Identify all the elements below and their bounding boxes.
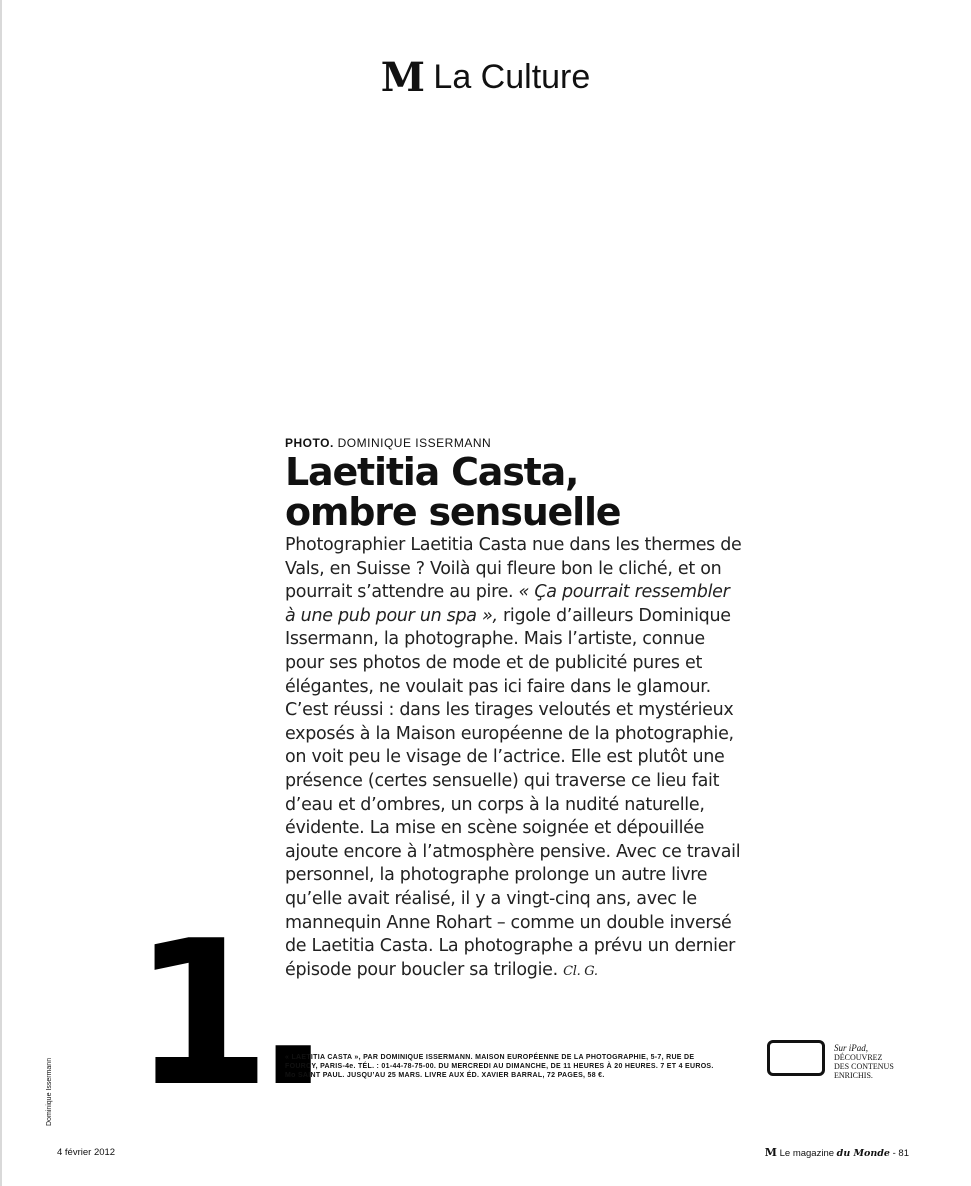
article-kicker (285, 436, 745, 450)
footer-brand: du Monde (836, 1148, 890, 1159)
ipad-promo-line-2: DÉCOUVREZ (834, 1053, 883, 1062)
author-signature: Cl. G. (563, 963, 598, 979)
ipad-icon (767, 1040, 825, 1076)
page-edge-rule (0, 0, 2, 1186)
exhibition-info: « LAETITIA CASTA », PAR DOMINIQUE ISSERMANN. MAISON EUROPÉENNE DE LA PHOTOGRAPHIE, 5-7, RUE DE FOURCY, PARIS-4e. TÉL. : 01-44-78-75-00. DU MERCREDI AU DIMANCHE, DE 11 HEURES À 20 HEURES. 7 ET 4 EUROS. Mo SAINT PAUL. JUSQU’AU 25 MARS. LIVRE AUX ÉD. XAVIER BARRAL, 72 PAGES, 58 €. (285, 1054, 714, 1079)
footer-magazine: Le magazine (776, 1148, 837, 1159)
kicker-author: DOMINIQUE ISSERMANN (337, 436, 492, 450)
ipad-promo-line-3: DES CONTENUS (834, 1062, 894, 1071)
issue-date: 4 février 2012 (57, 1147, 116, 1158)
le-monde-logo: M (380, 54, 423, 101)
ipad-promo-line-1: Sur iPad, (834, 1043, 869, 1053)
body-start: Photographier Laetitia Casta nue dans les thermes de Vals, en Suisse ? Voilà qui fleure bon le cliché, et on pourrait s’attendre au pire. (285, 535, 742, 603)
section-header (0, 54, 971, 101)
article-title (285, 452, 745, 532)
footer-folio (765, 1146, 909, 1159)
ipad-promo-line-4: ENRICHIS. (834, 1071, 873, 1080)
article (285, 436, 745, 983)
body-rest: rigole d’ailleurs Dominique Issermann, la photographe. Mais l’artiste, connue pour ses photos de mode et de publicité pures et élégantes, ne voulait pas ici faire dans le glamour. C’est réussi : dans les tirages veloutés et mystérieux exposés à la Maison européenne de la photographie, on voit peu le visage de l’actrice. Elle est plutôt une présence (certes sensuelle) qui traverse ce lieu fait d’eau et d’ombres, un corps à la nudité naturelle, évidente. La mise en scène soignée et dépouillée ajoute encore à l’atmosphère pensive. Avec ce travail personnel, la photographe prolonge un autre livre qu’elle avait réalisé, il y a vingt-cinq ans, avec le mannequin Anne Rohart – comme un double inversé de Laetitia Casta. La photographe a prévu un dernier épisode pour boucler sa trilogie. (285, 605, 741, 980)
footer-logo: M (764, 1146, 777, 1159)
photo-credit: Dominique Issermann (46, 1057, 53, 1126)
title-line-1: Laetitia Casta, (285, 450, 579, 494)
page-number: - 81 (889, 1148, 909, 1159)
ipad-promo (834, 1044, 924, 1080)
section-title: La Culture (433, 58, 591, 96)
body-quote: « Ça pourrait ressembler à une pub pour un spa », (285, 582, 730, 626)
kicker-label: PHOTO. (285, 436, 334, 450)
title-line-2: ombre sensuelle (285, 490, 621, 534)
article-body (285, 534, 745, 983)
rank-number: 1. (132, 898, 316, 1131)
